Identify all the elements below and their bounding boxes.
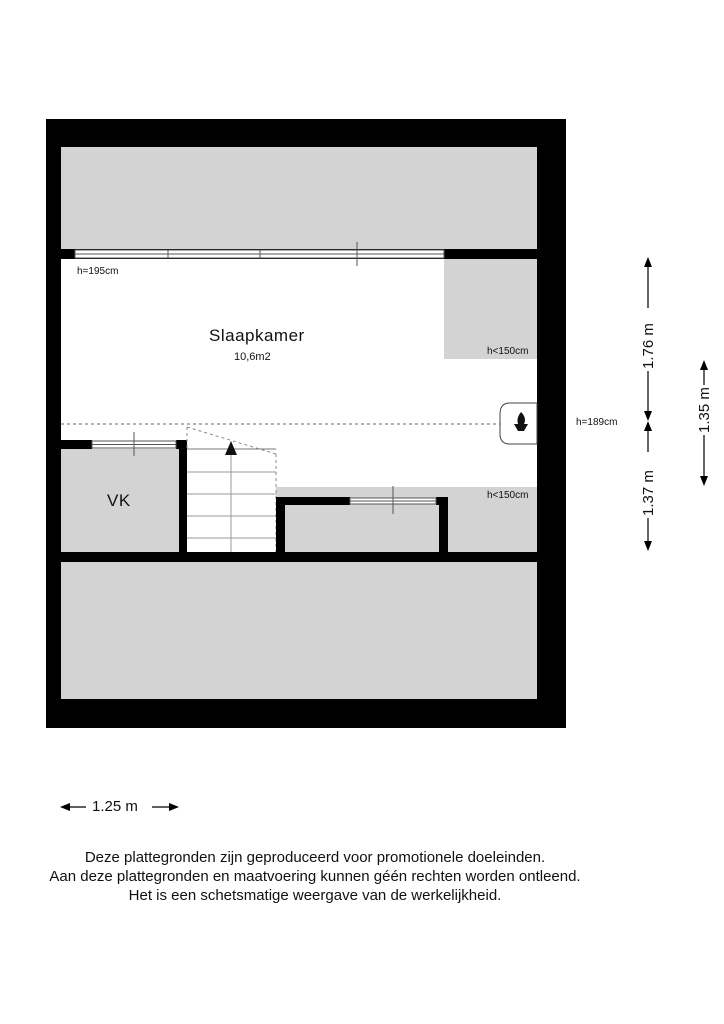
wall-box-top-a (276, 497, 350, 505)
arrow-down-icon (700, 476, 708, 486)
disclaimer-line: Deze plattegronden zijn geproduceerd voor promotionele doeleinden. (84, 849, 546, 866)
arrow-up-icon (700, 360, 708, 370)
wall-box-left (276, 497, 285, 552)
closet-wall-top-a (61, 440, 92, 449)
arrow-up-icon (644, 257, 652, 267)
arrow-left-icon (60, 803, 70, 811)
dimension-label-upper: 1.76 m (640, 323, 657, 369)
low-height-label-bottom: h<150cm (487, 490, 529, 501)
wall-bottom (61, 552, 537, 562)
dimension-label-side: 1.35 m (696, 387, 713, 433)
arrow-down-icon (644, 541, 652, 551)
roof-area-top (61, 147, 537, 249)
scale-bar-label: 1.25 m (92, 798, 138, 815)
arrow-down-icon (644, 411, 652, 421)
roof-area-bottom (61, 562, 537, 699)
ceiling-height-label: h=195cm (77, 266, 119, 277)
closet-wall-right (179, 440, 187, 552)
ridge-height-label: h=189cm (576, 417, 618, 428)
disclaimer-line: Het is een schetsmatige weergave van de werkelijkheid. (128, 887, 502, 904)
disclaimer (0, 848, 630, 905)
room-name-bedroom: Slaapkamer (209, 326, 305, 345)
disclaimer-line: Aan deze plattegronden en maatvoering kunnen géén rechten worden ontleend. (49, 868, 581, 885)
arrow-up-icon (644, 421, 652, 431)
wall-box-right (439, 497, 448, 552)
wall-top-right (444, 249, 537, 259)
room-name-closet: VK (107, 491, 131, 510)
wall-top-left (61, 249, 75, 259)
low-height-label-top: h<150cm (487, 346, 529, 357)
room-area-bedroom: 10,6m2 (234, 351, 271, 363)
arrow-right-icon (169, 803, 179, 811)
dimension-label-lower: 1.37 m (640, 470, 657, 516)
low-ceiling-zone-top (444, 259, 537, 359)
